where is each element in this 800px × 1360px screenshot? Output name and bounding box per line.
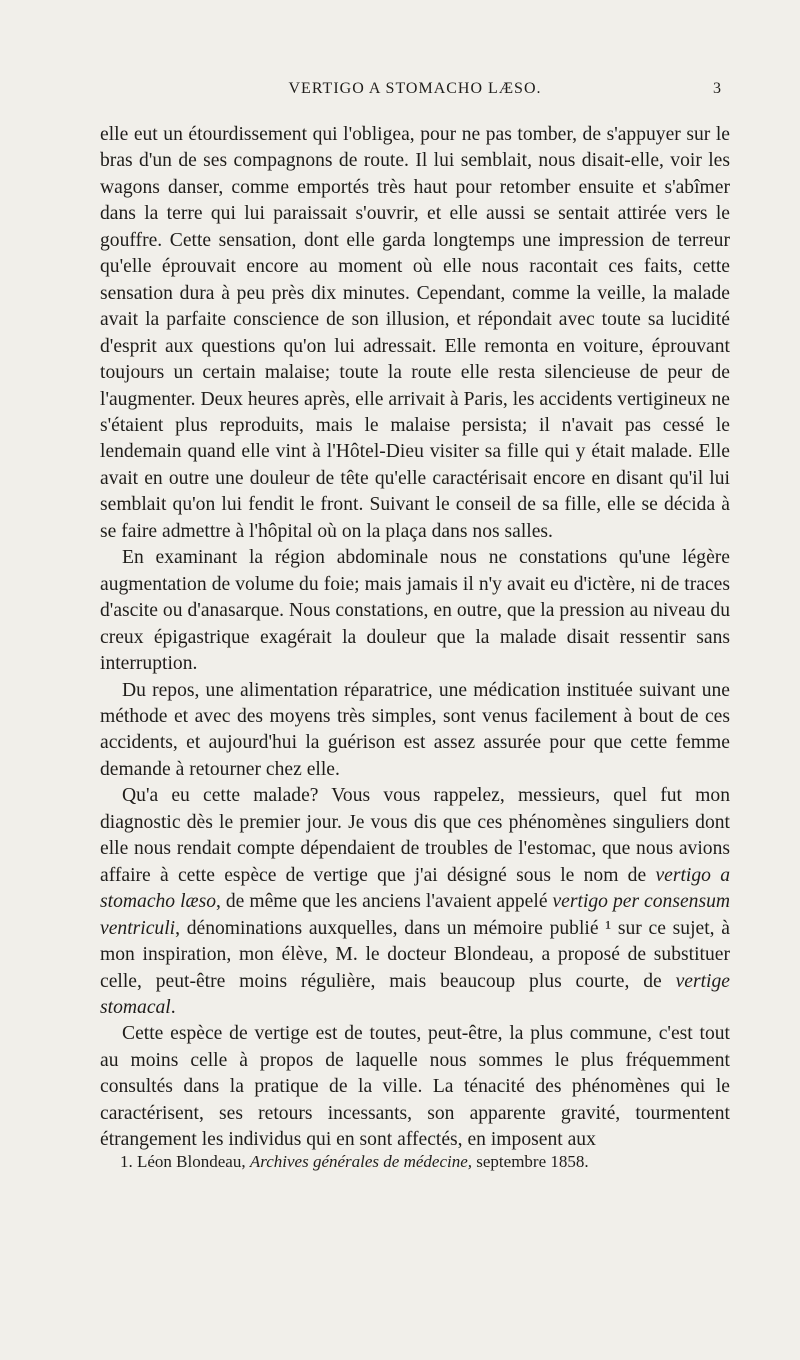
footnote-author: Léon Blondeau,: [137, 1152, 246, 1171]
paragraph-4-text-3: , dénominations auxquelles, dans un mémoire publié ¹ sur ce sujet, à mon inspiration, mon élève, M. le docteur Blondeau, a proposé de substituer celle, peut-être moins régulière, mais beaucoup plus courte, de: [100, 917, 730, 992]
term-vertige-stomacal: vertige stomacal: [100, 970, 730, 1018]
footnote-marker: 1.: [120, 1152, 133, 1171]
paragraph-5: Cette espèce de vertige est de toutes, peut-être, la plus commune, c'est tout au moins celle à propos de laquelle nous sommes le plus fréquemment consultés dans la pratique de la ville. La ténacité des phénomènes qui le caractérisent, ses retours incessants, son apparente gravité, tourmentent étrangement les individus qui en sont affectés, en imposent aux: [100, 1023, 730, 1151]
paragraph-4-text-1: Qu'a eu cette malade? Vous vous rappelez, messieurs, quel fut mon diagnostic dès le premier jour. Je vous dis que ces phénomènes singuliers dont elle nous rendait compte dépendaient de troubles de l'estomac, que nous avions affaire à cette espèce de vertige que j'ai désigné sous le nom de: [100, 785, 730, 886]
footnote-date: septembre 1858.: [476, 1152, 589, 1171]
term-vertigo-a-stomacho-laeso: vertigo a stomacho læso: [100, 864, 730, 913]
term-vertigo-per-consensum: vertigo per consensum ventriculi: [100, 891, 731, 939]
paragraph-4-text-4: .: [170, 996, 176, 1018]
footnote-source: Archives générales de médecine,: [249, 1152, 473, 1171]
paragraph-4-text-2: , de même que les anciens l'avaient appelé: [216, 891, 553, 913]
body-text: [100, 122, 730, 1154]
footnote: [120, 1151, 730, 1173]
paragraph-3: Du repos, une alimentation réparatrice, une médication instituée suivant une méthode et avec des moyens très simples, sont venus facilement à bout de ces accidents, et aujourd'hui la guérison est assez assurée pour que cette femme demande à retourner chez elle.: [100, 679, 730, 780]
paragraph-1: elle eut un étourdissement qui l'obligea, pour ne pas tomber, de s'appuyer sur le bras d'un de ses compagnons de route. Il lui semblait, nous disait-elle, voir les wagons danser, comme emportés très haut pour retomber ensuite et s'abîmer dans la terre qui lui paraissait s'ouvrir, et elle aussi se sentait attirée vers le gouffre. Cette sensation, dont elle garda longtemps une impression de terreur qu'elle éprouvait encore au moment où elle nous racontait ces faits, cette sensation dura à peu près dix minutes. Cependant, comme la veille, la malade avait la parfaite conscience de son illusion, et répondait avec toute sa lucidité d'esprit aux questions qu'on lui adressait. Elle remonta en voiture, éprouvant toujours un certain malaise; toute la route elle resta silencieuse de peur de l'augmenter. Deux heures après, elle arrivait à Paris, les accidents vertigineux ne s'étaient plus reproduits, mais le malaise persista; il n'avait pas cessé le lendemain quand elle vint à l'Hôtel-Dieu visiter sa fille qui y était malade. Elle avait en outre une douleur de tête qu'elle caractérisait encore en disant qu'il lui semblait qu'on lui fendit le front. Suivant le conseil de sa fille, elle se décida à se faire admettre à l'hôpital où on la plaça dans nos salles.: [100, 124, 730, 542]
page-number: 3: [713, 80, 722, 97]
paragraph-4: [100, 783, 730, 1021]
running-head: [100, 80, 730, 106]
running-title: VERTIGO A STOMACHO LÆSO.: [288, 80, 542, 97]
paragraph-2: En examinant la région abdominale nous ne constations qu'une légère augmentation de volume du foie; mais jamais il n'y avait eu d'ictère, ni de traces d'ascite ou d'anasarque. Nous constations, en outre, que la pression au niveau du creux épigastrique exagérait la douleur que la malade disait ressentir sans interruption.: [100, 547, 730, 675]
